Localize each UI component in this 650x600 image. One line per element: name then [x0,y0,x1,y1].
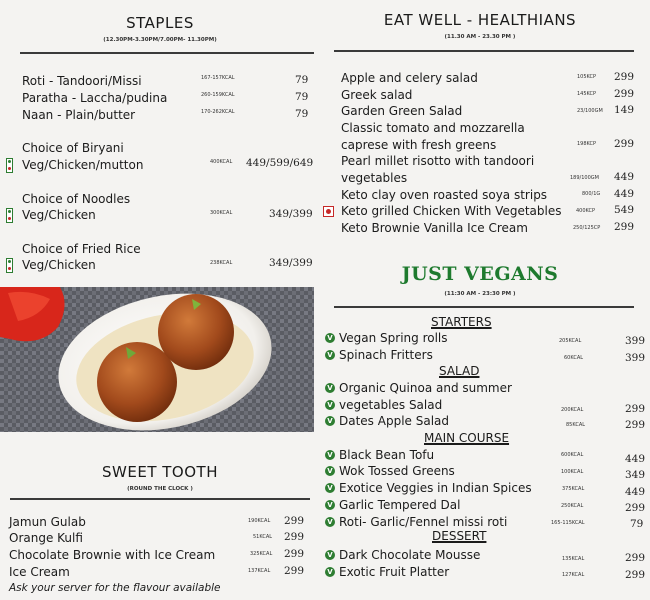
vegans-main-item: Black Bean Tofu [339,448,435,462]
vegan-icon: V [325,400,335,410]
staples-rice-heading: Choice of Fried Rice [22,242,141,256]
staples-rice-price: 349/399 [269,257,313,269]
sweet-item-icecream: Ice Cream [9,565,70,579]
healthians-item-kcal: 23/100GM [577,108,603,114]
sweet-item-brownie-kcal: 325KCAL [250,551,273,557]
vegans-dessert-item: Exotic Fruit Platter [339,565,450,579]
sweet-item-jamun-kcal: 190KCAL [248,518,271,524]
sweet-item-kulfi-kcal: 51KCAL [253,534,273,540]
vegans-main-price: 79 [630,518,644,530]
vegans-main-course-heading: MAIN COURSE [424,431,510,445]
gulab-jamun-photo [0,287,314,432]
sweet-item-icecream-price: 299 [284,565,305,577]
staples-noodles-heading: Choice of Noodles [22,192,131,206]
vegans-starter-kcal: 60KCAL [564,355,584,361]
vegan-icon: V [325,517,335,527]
vegans-salad-item: Dates Apple Salad [339,414,449,428]
healthians-item-kcal: 250/125CP [573,225,601,231]
vegans-starter-item: Spinach Fritters [339,348,433,362]
staples-item-paratha-price: 79 [295,91,309,103]
healthians-item: Greek salad [341,88,413,102]
veg-nonveg-icon [6,208,13,223]
vegans-main-kcal: 165-115KCAL [551,520,585,526]
sweet-item-brownie: Chocolate Brownie with Ice Cream [9,548,216,562]
healthians-item-kcal: 145KCP [577,91,597,97]
vegans-salad-price: 299 [625,403,646,415]
staples-item-paratha: Paratha - Laccha/pudina [22,91,168,105]
vegan-icon: V [325,466,335,476]
vegans-main-item: Garlic Tempered Dal [339,498,461,512]
healthians-item: caprese with fresh greens [341,138,497,152]
staples-rice-kcal: 238KCAL [210,260,233,266]
sweet-item-kulfi: Orange Kulfi [9,531,83,545]
staples-item-roti: Roti - Tandoori/Missi [22,74,142,88]
healthians-item-kcal: 189/100GM [570,175,599,181]
vegan-icon: V [325,500,335,510]
healthians-item: Apple and celery salad [341,71,478,85]
veg-nonveg-icon [6,158,13,173]
vegans-hours: (11:30 AM - 23:30 PM ) [444,291,516,297]
staples-hours: (12.30PM-3.30PM/7.00PM- 11.30PM) [103,37,217,43]
healthians-item-kcal: 800/1G [582,191,601,197]
vegans-main-item: Wok Tossed Greens [339,464,455,478]
vegans-starters-heading: STARTERS [431,315,492,329]
vegans-main-item: Exotice Veggies in Indian Spices [339,481,532,495]
staples-item-roti-price: 79 [295,74,309,86]
staples-divider [20,52,314,54]
sweet-item-brownie-price: 299 [284,548,305,560]
vegans-salad-price: 299 [625,419,646,431]
vegans-main-item: Roti- Garlic/Fennel missi roti [339,515,508,529]
sweet-tooth-title: SWEET TOOTH [102,463,218,481]
vegans-salad-item: vegetables Salad [339,398,443,412]
healthians-item-price: 299 [614,138,635,150]
vegan-icon: V [325,350,335,360]
healthians-divider [334,50,634,52]
healthians-item-kcal: 400KCP [576,208,596,214]
staples-noodles-kcal: 300KCAL [210,210,233,216]
vegans-main-kcal: 100KCAL [561,469,584,475]
staples-noodles-options: Veg/Chicken [22,208,96,222]
staples-noodles-price: 349/399 [269,208,313,220]
vegans-dessert-price: 299 [625,552,646,564]
vegan-icon: V [325,450,335,460]
sweet-item-kulfi-price: 299 [284,531,305,543]
vegan-icon: V [325,333,335,343]
healthians-item: Classic tomato and mozzarella [341,121,525,135]
staples-biryani-options: Veg/Chicken/mutton [22,158,144,172]
healthians-item-price: 299 [614,88,635,100]
vegan-icon: V [325,567,335,577]
healthians-item: Keto clay oven roasted soya strips [341,188,548,202]
vegans-dessert-kcal: 135KCAL [562,556,585,562]
vegans-main-kcal: 375KCAL [562,486,585,492]
sweet-item-icecream-kcal: 137KCAL [248,568,271,574]
healthians-hours: (11.30 AM - 23.30 PM ) [444,34,516,40]
sweet-tooth-note: Ask your server for the flavour available [9,582,221,594]
healthians-title: EAT WELL - HEALTHIANS [383,11,577,29]
vegans-salad-item: Organic Quinoa and summer [339,381,512,395]
staples-biryani-price: 449/599/649 [246,157,314,169]
vegans-main-price: 349 [625,469,646,481]
healthians-item-price: 449 [614,171,635,183]
vegan-icon: V [325,483,335,493]
vegans-main-kcal: 250KCAL [561,503,584,509]
staples-biryani-heading: Choice of Biryani [22,141,124,155]
vegans-starter-price: 399 [625,335,646,347]
healthians-item-price: 299 [614,71,635,83]
staples-item-naan-kcal: 170-262KCAL [201,109,235,115]
sweet-tooth-hours: (ROUND THE CLOCK ) [127,486,193,492]
vegans-title: JUST VEGANS [401,263,559,285]
vegans-main-price: 299 [625,502,646,514]
healthians-item: Keto Brownie Vanilla Ice Cream [341,221,528,235]
vegans-salad-kcal: 200KCAL [561,407,584,413]
staples-title: STAPLES [126,14,194,32]
healthians-item-price: 149 [614,104,635,116]
healthians-item-price: 299 [614,221,635,233]
vegans-salad-kcal: 85KCAL [566,422,586,428]
vegans-dessert-heading: DESSERT [432,529,487,543]
staples-rice-options: Veg/Chicken [22,258,96,272]
sweet-item-jamun-price: 299 [284,515,305,527]
staples-biryani-kcal: 400KCAL [210,159,233,165]
staples-item-roti-kcal: 167-157KCAL [201,75,235,81]
healthians-item-price: 549 [614,204,635,216]
healthians-item: Keto grilled Chicken With Vegetables [341,204,562,218]
vegans-dessert-price: 299 [625,569,646,581]
sweet-tooth-divider [10,498,310,500]
vegans-starter-kcal: 205KCAL [559,338,582,344]
healthians-item-kcal: 198KCP [577,141,597,147]
vegans-main-price: 449 [625,486,646,498]
healthians-item-kcal: 105KCP [577,74,597,80]
non-veg-icon [323,206,334,217]
vegans-dessert-item: Dark Chocolate Mousse [339,548,481,562]
healthians-item: Pearl millet risotto with tandoori [341,154,535,168]
vegans-divider [334,306,634,308]
vegans-starter-item: Vegan Spring rolls [339,331,448,345]
vegans-dessert-kcal: 127KCAL [562,572,585,578]
vegan-icon: V [325,550,335,560]
vegans-starter-price: 399 [625,352,646,364]
healthians-item-price: 449 [614,188,635,200]
vegans-main-price: 449 [625,453,646,465]
vegans-salad-heading: SALAD [439,364,480,378]
vegans-main-kcal: 600KCAL [561,452,584,458]
healthians-item: Garden Green Salad [341,104,463,118]
veg-nonveg-icon [6,258,13,273]
healthians-item: vegetables [341,171,408,185]
staples-item-naan-price: 79 [295,108,309,120]
vegan-icon: V [325,416,335,426]
sweet-item-jamun: Jamun Gulab [9,515,86,529]
staples-item-naan: Naan - Plain/butter [22,108,136,122]
vegan-icon: V [325,383,335,393]
staples-item-paratha-kcal: 260-159KCAL [201,92,235,98]
